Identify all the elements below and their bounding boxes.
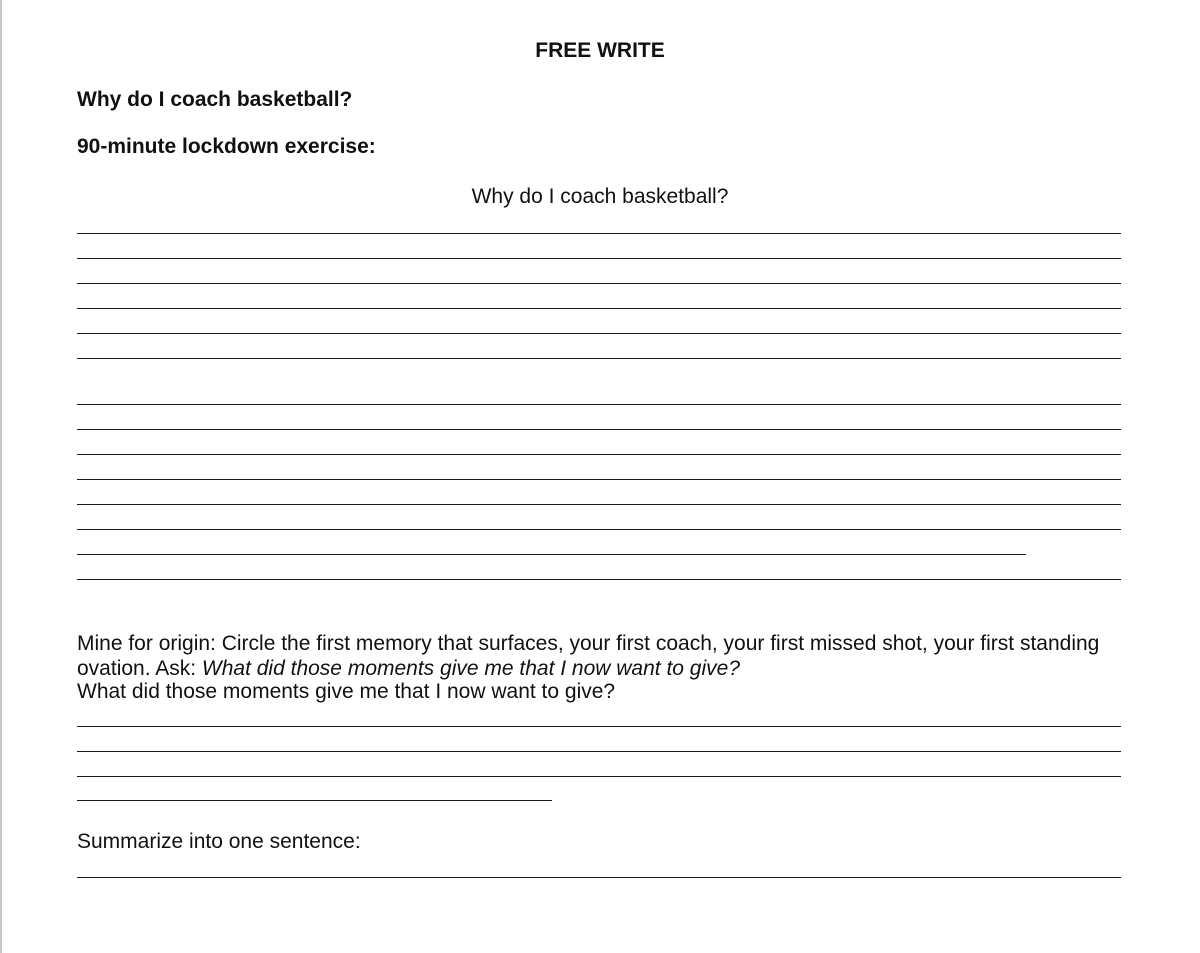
question-heading: Why do I coach basketball? [77, 88, 353, 111]
writing-line[interactable] [77, 776, 1121, 777]
writing-line[interactable] [77, 479, 1121, 480]
writing-line[interactable] [77, 800, 552, 801]
writing-line[interactable] [77, 454, 1121, 455]
writing-line[interactable] [77, 233, 1121, 234]
origin-ask-question: What did those moments give me that I now want to give? [201, 657, 741, 680]
writing-line[interactable] [77, 726, 1121, 727]
writing-line[interactable] [77, 751, 1121, 752]
writing-line[interactable] [77, 308, 1121, 309]
origin-question: What did those moments give me that I now want to give? [77, 680, 616, 703]
exercise-heading: 90-minute lockdown exercise: [77, 135, 376, 158]
writing-line[interactable] [77, 529, 1121, 530]
summary-writing-line[interactable] [77, 877, 1121, 878]
writing-line[interactable] [77, 579, 1121, 580]
writing-line[interactable] [77, 404, 1121, 405]
origin-instructions: Mine for origin: Circle the first memory that surfaces, your first coach, your first missed shot, your first standing [77, 632, 1100, 655]
writing-line[interactable] [77, 504, 1121, 505]
writing-line[interactable] [77, 283, 1121, 284]
page-left-edge [0, 0, 2, 953]
origin-ask-prefix: ovation. Ask: [77, 657, 202, 680]
free-write-prompt: Why do I coach basketball? [471, 185, 729, 208]
summarize-label: Summarize into one sentence: [77, 830, 361, 853]
writing-line[interactable] [77, 429, 1121, 430]
page-title: FREE WRITE [535, 39, 665, 62]
writing-line[interactable] [77, 333, 1121, 334]
writing-line[interactable] [77, 258, 1121, 259]
writing-line[interactable] [77, 358, 1121, 359]
writing-line[interactable] [77, 554, 1026, 555]
